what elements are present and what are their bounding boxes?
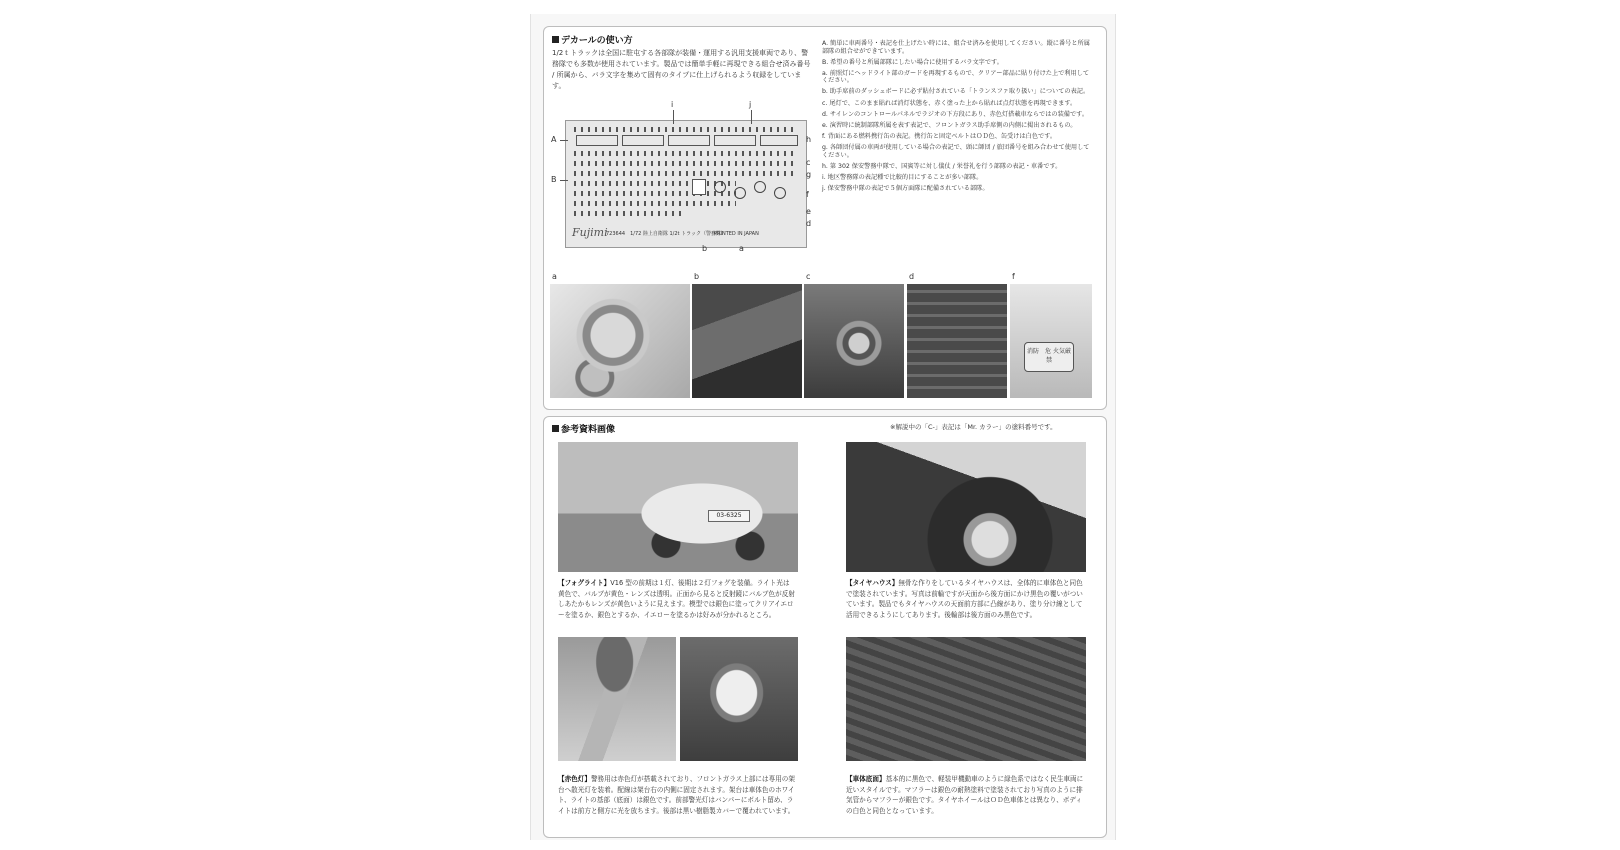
photo-front-warning-light xyxy=(680,637,798,761)
photo-underbody xyxy=(846,637,1086,761)
decal-printed-label: PRINTED IN JAPAN xyxy=(714,231,759,237)
decal-row xyxy=(574,211,686,216)
marker-h: h xyxy=(806,135,812,144)
decal-row xyxy=(574,151,798,156)
decal-caption: 723644 1/72 陸上自衛隊 1/2t トラック（警務隊） xyxy=(606,231,726,237)
leader-line xyxy=(673,110,674,124)
paint-note: ※解説中の「C-」表記は「Mr. カラー」の塗料番号です。 xyxy=(890,423,1057,431)
decal-circle xyxy=(774,187,786,199)
decal-white-patch xyxy=(692,179,706,195)
annotation-item: c. 尾灯で、このまま貼れば消灯状態を、赤く塗った上から貼れば点灯状態を再現できます。 xyxy=(822,99,1077,107)
decal-intro-text: 1/2ｔトラックは全国に駐屯する各部隊が装備・運用する汎用支援車両であり、警務隊でも多数が使用されています。製品では簡単手軽に再現できる組合せ済み番号 / 所属から、バラ文字を集めて固有のタイプに仕上げられるよう収録をしています。 xyxy=(552,49,811,90)
bullet-square-icon xyxy=(552,425,559,432)
marker-e: e xyxy=(806,207,811,216)
decal-row xyxy=(574,127,798,132)
caption-under-body: 基本的に黒色で、軽装甲機動車のように緑色系ではなく民生車両に近いスタイルです。マフラーは銀色の耐熱塗料で塗装されており写真のように排気管からマフラーが銀色です。タイヤホイールはＯＤ色車体とは異なり、ボディの白色と同色となっています。 xyxy=(846,775,1084,815)
photo-headlight-guard xyxy=(550,284,690,398)
reference-section-title-text: 参考資料画像 xyxy=(561,425,616,435)
photo-label-f: f xyxy=(1012,272,1015,281)
reference-section-title xyxy=(552,422,615,435)
marker-i: i xyxy=(671,100,674,109)
caption-tire-head: 【タイヤハウス】 xyxy=(846,579,899,587)
annotation-item: j. 保安警務中隊の表記で５個方面隊に配備されている部隊。 xyxy=(822,184,989,192)
marker-c: c xyxy=(806,158,811,167)
caption-fog-head: 【フォグライト】 xyxy=(558,579,611,587)
caption-under-head: 【車体底面】 xyxy=(846,775,886,783)
marker-g: g xyxy=(806,170,812,179)
annotation-item: A. 簡単に車両番号・表記を仕上げたい時には、組合せ済みを使用してください。縦に番号と所属部隊の組合せができています。 xyxy=(822,40,1090,55)
decal-circle xyxy=(754,181,766,193)
annotation-item: B. 希望の番号と所属部隊にしたい場合に使用するバラ文字です。 xyxy=(822,58,1003,66)
decal-row xyxy=(574,161,798,166)
leader-line xyxy=(560,140,568,141)
photo-label-d: d xyxy=(909,272,915,281)
leader-line xyxy=(751,110,752,124)
annotation-item: d. サイレンのコントロールパネルでラジオの下方段にあり、赤色灯搭載車ならではの装備です。 xyxy=(822,110,1089,118)
annotation-item: i. 地区警務隊の表記種で比較的目にすることが多い部隊。 xyxy=(822,173,983,181)
caption-red-body: 警務用は赤色灯が搭載されており、フロントガラス上部には専用の架台へ散光灯を装着。配線は架台右の内側に固定されます。架台は車体色のホワイト、ライトの基部（底面）は銀色です。前部警光灯はバンパーにボルト留め、ライトは前方と側方に光を放ちます。後部は黒い樹脂製カバーで覆われています。 xyxy=(558,775,795,815)
marker-j: j xyxy=(749,100,752,109)
decal-circle xyxy=(734,187,746,199)
marker-d: d xyxy=(806,219,812,228)
photo-fuel-can xyxy=(1010,284,1092,398)
annotation-item: b. 助手席前のダッシュボードに必ず貼付されている「トランスファ取り扱い」についての表記。 xyxy=(822,88,1090,96)
caption-fog-light xyxy=(558,578,796,620)
caption-tire-house xyxy=(846,578,1084,620)
decal-circle xyxy=(714,181,726,193)
decal-sheet-diagram xyxy=(565,120,807,248)
decal-row xyxy=(574,201,736,206)
decal-box xyxy=(760,135,798,146)
caption-red-head: 【赤色灯】 xyxy=(558,775,591,783)
caption-tire-body: 無骨な作りをしているタイヤハウスは、全体的に車体色と同色で塗装されています。写真は前輪ですが天面から後方面にかけ黒色の覆いがついています。製品でもタイヤハウスの天面前方部に凸線があり、塗り分け線として活用できるようにしてあります。後輪部は後方面のみ黒色です。 xyxy=(846,579,1083,619)
decal-logo: Fujimi xyxy=(572,226,608,239)
leader-line xyxy=(560,180,568,181)
annotation-item: e. 演習時に統制部隊所属を表す表記で、フロントガラス助手席側の内側に掲出されるもの。 xyxy=(822,121,1077,129)
decal-row xyxy=(574,181,736,186)
annotation-item: a. 前照灯にヘッドライト部のガードを再現するもので、クリアー部品に貼り付けた上で利用してください。 xyxy=(822,69,1090,85)
license-plate: 03-6325 xyxy=(708,510,750,522)
caption-fog-body: V16 型の前期は１灯、後期は２灯フォグを装備。ライト光は黄色で、バルブが黄色・レンズは透明。正面から見ると反射鏡にバルブ色が反射しあたかもレンズが黄色いように見えます。模型では銀色に塗ってクリアイエローを塗るか、銀色とするか、イエローを塗るかは好みが分かれるところ。 xyxy=(558,579,795,619)
photo-fog-light-truck xyxy=(558,442,798,572)
decal-box xyxy=(622,135,664,146)
decal-box xyxy=(668,135,710,146)
decal-section-title-text: デカールの使い方 xyxy=(561,36,633,46)
photo-label-a: a xyxy=(552,272,557,281)
bullet-square-icon xyxy=(552,36,559,43)
annotation-item: h. 第 302 保安警務中隊で、国賓等に対し儀仗 / 栄誉礼を行う部隊の表記・車番です。 xyxy=(822,162,1062,170)
marker-f: f xyxy=(806,190,809,199)
photo-tire-house xyxy=(846,442,1086,572)
marker-A: A xyxy=(551,135,557,144)
decal-row xyxy=(574,171,798,176)
decal-section-title xyxy=(552,33,633,46)
annotation-item: g. 各師団付属の車両が使用している場合の表記で、頭に師団 / 旅団番号を組み合わせて使用してください。 xyxy=(822,143,1090,159)
marker-B: B xyxy=(551,175,557,184)
decal-row xyxy=(574,191,736,196)
decal-box xyxy=(714,135,756,146)
decal-box xyxy=(576,135,618,146)
photo-label-c: c xyxy=(806,272,811,281)
decal-annotation-list xyxy=(822,40,1094,196)
photo-dashboard-label xyxy=(692,284,802,398)
marker-a: a xyxy=(739,244,744,253)
fuel-can-tag: 消防 危 火気厳禁 xyxy=(1024,342,1074,372)
photo-siren-panel xyxy=(907,284,1007,398)
caption-underbody xyxy=(846,774,1084,816)
photo-tail-light xyxy=(804,284,904,398)
photo-red-light-mount xyxy=(558,637,676,761)
annotation-item: f. 背面にある燃料携行缶の表記。携行缶と固定ベルトはＯＤ色、缶受けは白色です。 xyxy=(822,132,1057,140)
photo-label-b: b xyxy=(694,272,700,281)
marker-b: b xyxy=(702,244,708,253)
caption-red-light xyxy=(558,774,796,816)
